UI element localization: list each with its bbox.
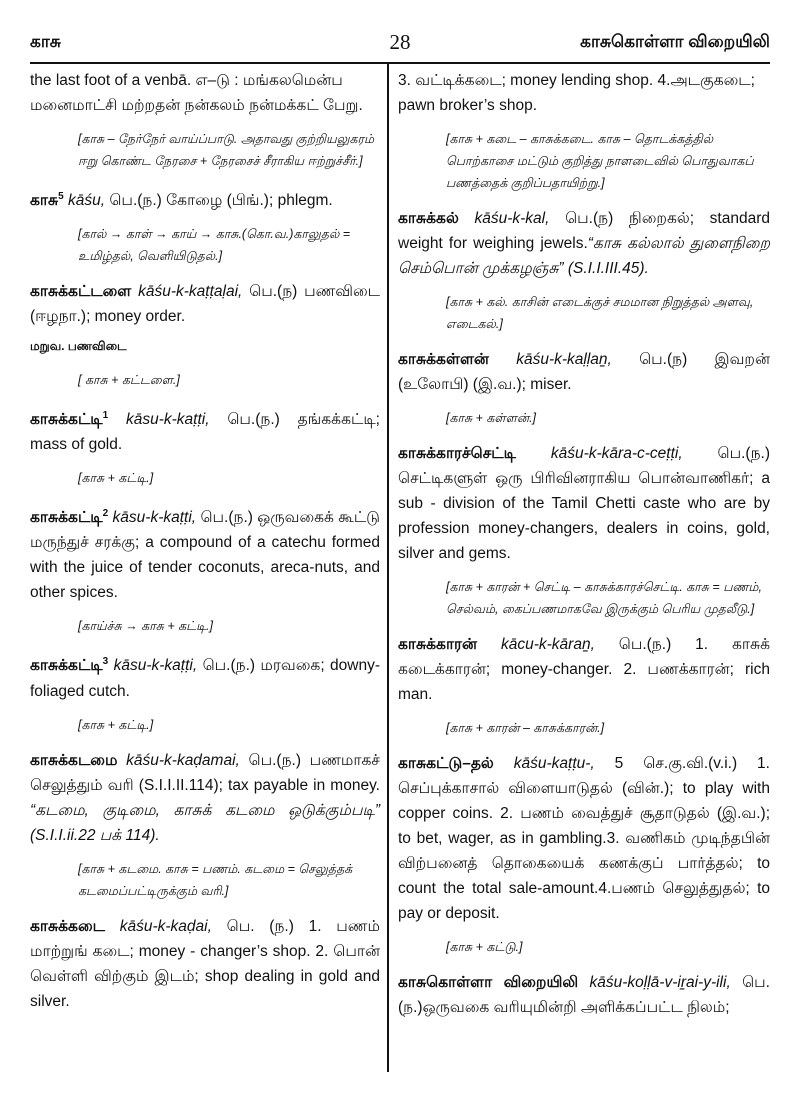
dictionary-entry xyxy=(30,403,380,457)
definition: பெ.(ந.)ஒருவகை வரியுமின்றி அளிக்கப்பட்ட நிலம்; xyxy=(398,974,770,1016)
transliteration: kāsu-k-kaṭṭi, xyxy=(125,411,210,429)
transliteration: kāśu-kaṭṭu-, xyxy=(513,755,595,772)
definition: பெ.(ந.) செட்டிகளுள் ஒரு பிரிவினராகிய பொன்வாணிகர்; a sub - division of the Tamil Chetti caste who are by profession money-changers, dealers in coins, gold, silver and gems. xyxy=(398,445,770,562)
left-column xyxy=(30,68,380,1024)
headword: காசுக்கட்டி xyxy=(30,411,103,429)
definition: பெ.(ந) பணவிடை (ஈழநா.); money order. xyxy=(30,283,380,326)
headword: காசுகட்டு–தல் xyxy=(398,755,494,772)
homonym-number: 3 xyxy=(102,656,109,668)
transliteration: kāśu-k-kaṭṭaḷai, xyxy=(138,283,243,301)
transliteration: kāśu-k-kaḍamai, xyxy=(126,751,240,769)
right-column xyxy=(398,68,770,1030)
dictionary-entry xyxy=(398,751,770,926)
transliteration: kāsu-k-kaṭṭi, xyxy=(112,509,197,527)
headword: காசுக்கட்டி xyxy=(30,509,103,527)
headword: காசுக்கட்டி xyxy=(30,657,103,675)
homonym-number: 2 xyxy=(102,508,109,520)
definition: பெ. (ந.) 1. பணம் மாற்றுங் கடை; money - changer’s shop. 2. பொன் வெள்ளி விற்கும் இடம்; shop dealing in gold and silver. xyxy=(30,917,380,1010)
synonym-note: மறுவ. பணவிடை xyxy=(30,339,127,354)
etymology-note: [காசு + கட்டி.] xyxy=(78,717,154,732)
page-number: 28 xyxy=(389,30,411,54)
transliteration: kācu-k-kāraṉ, xyxy=(500,636,595,653)
dictionary-entry xyxy=(30,649,380,703)
headword: காசுக்கள்ளன் xyxy=(398,351,489,368)
definition: 5 செ.கு.வி.(v.i.) 1. செப்புக்காசால் விளையாடுதல் (வின்.); to play with copper coins. 2. பணம் வைத்துச் சூதாடுதல் (இ.வ.); to bet, wager, as in gambling.3. வணிகம் முடிந்தபின் விற்பனைத் தொகையைக் கணக்குப் பார்த்தல்; to count the total sale-amount.4.பணம் செலுத்துதல்; to pay or deposit. xyxy=(398,755,770,922)
transliteration: kāśu-koḷḷā-v-iṟai-y-ili, xyxy=(589,974,731,991)
dictionary-entry xyxy=(30,501,380,605)
header-right-guideword: காசுகொள்ளா விறையிலி xyxy=(580,32,770,51)
definition: பெ.(ந.) பணமாகச் செலுத்தும் வரி (S.I.I.II.114); tax payable in money. xyxy=(30,751,381,794)
etymology-note: [கால் → காள் → காய் → காசு.(கொ.வ.)காலுதல் = உமிழ்தல், வெளியிடுதல்.] xyxy=(78,227,351,264)
dictionary-entry xyxy=(30,184,380,213)
continued-text: 3. வட்டிக்கடை; money lending shop. 4.அடகுகடை; pawn broker’s shop. xyxy=(398,72,755,114)
continued-text: the last foot of a venbā. எ–டு : மங்கலமென்ப மனைமாட்சி மற்றதன் நன்கலம் நன்மக்கட் பேறு. xyxy=(30,72,363,114)
citation-quote: “கடமை, குடிமை, காசுக் கடமை ஒடுக்கும்படி” (S.I.I.ii.22 பக் 114). xyxy=(30,801,380,844)
definition: பெ.(ந.) ஒருவகைக் கூட்டு மருந்துச் சரக்கு; a compound of a catechu formed with the juice of tender coconuts, areca-nuts, and other spices. xyxy=(30,509,380,602)
transliteration: kāśu-k-kāra-c-ceṭṭi, xyxy=(550,445,683,462)
definition: பெ.(ந.) 1. காசுக் கடைக்காரன்; money-changer. 2. பணக்காரன்; rich man. xyxy=(398,636,770,703)
dictionary-entry xyxy=(30,914,380,1014)
dictionary-entry xyxy=(398,970,770,1020)
dictionary-entry xyxy=(398,632,770,707)
etymology-note: [காசு + கடை – காசுக்கடை. காசு – தொடக்கத்தில் பொற்காசை மட்டும் குறித்து நாளடைவில் பொதுவாகப் பணத்தைக் குறிப்பதாயிற்று.] xyxy=(446,132,754,190)
definition: பெ.(ந) நிறைகல்; standard weight for weighing jewels. xyxy=(398,210,770,252)
etymology-note: [காசு – நேர்நேர் வாய்ப்பாடு. அதாவது குற்றியலுகரம் ஈறு கொண்ட நேரசை + நேரசைச் சீராகிய ஈற்றுச்சீர்.] xyxy=(78,132,375,168)
headword: காசுக்கல் xyxy=(398,210,459,227)
page-header xyxy=(30,30,770,60)
etymology-note: [காசு + கல். காசின் எடைக்குச் சமமான நிறுத்தல் அளவு, எடைகல்.] xyxy=(446,295,754,331)
headword: காசு xyxy=(30,192,59,210)
transliteration: kāśu-k-kaḍai, xyxy=(119,917,212,935)
headword: காசுகொள்ளா விறையிலி xyxy=(398,974,579,991)
etymology-note: [காசு + கட்டி.] xyxy=(78,471,154,486)
homonym-number: 1 xyxy=(102,410,109,422)
homonym-number: 5 xyxy=(58,191,64,202)
dictionary-entry xyxy=(398,206,770,281)
transliteration: kāśu, xyxy=(68,192,106,210)
headword: காசுக்காரச்செட்டி xyxy=(398,445,516,462)
definition: பெ.(ந.) கோழை (பிங்.); phlegm. xyxy=(105,192,333,210)
dictionary-entry xyxy=(30,748,380,848)
transliteration: kāśu-k-kaḷḷaṉ, xyxy=(516,351,612,368)
dictionary-entry xyxy=(398,347,770,397)
headword: காசுக்கடை xyxy=(30,917,105,935)
definition: பெ.(ந.) தங்கக்கட்டி; mass of gold. xyxy=(30,411,380,454)
dictionary-entry xyxy=(398,441,770,566)
definition: பெ.(ந) இவறன் (உலோபி) (இ.வ.); miser. xyxy=(398,351,770,393)
definition: பெ.(ந.) மரவகை; downy-foliaged cutch. xyxy=(30,657,380,700)
headword: காசுக்கடமை xyxy=(30,751,118,769)
citation-quote: “காசு கல்லால் துளைநிறை செம்பொன் முக்கழஞ்சு” (S.I.I.III.45). xyxy=(398,235,770,277)
etymology-note: [ காசு + கட்டளை.] xyxy=(78,373,180,388)
etymology-note: [காசு + காரன் + செட்டி – காசுக்காரச்செட்டி. காசு = பணம், செல்வம், கைப்பணமாகவே இருக்கும் பெரிய முதலீடு.] xyxy=(446,580,762,616)
header-left-guideword: காசு xyxy=(30,32,61,51)
etymology-note: [காசு + காரன் – காசுக்காரன்.] xyxy=(446,721,605,735)
column-divider xyxy=(387,62,389,1072)
transliteration: kāśu-k-kal, xyxy=(474,210,550,227)
transliteration: kāsu-k-kaṭṭi, xyxy=(113,657,198,675)
header-rule xyxy=(30,62,770,64)
headword: காசுக்கட்டளை xyxy=(30,283,132,301)
headword: காசுக்காரன் xyxy=(398,636,478,653)
etymology-note: [காய்ச்சு → காசு + கட்டி.] xyxy=(78,619,214,634)
dictionary-entry xyxy=(30,279,380,329)
etymology-note: [காசு + கட்டு.] xyxy=(446,940,523,954)
etymology-note: [காசு + கடமை. காசு = பணம். கடமை = செலுத்தக் கடமைப்பட்டிருக்கும் வரி.] xyxy=(78,861,353,898)
etymology-note: [காசு + கள்ளன்.] xyxy=(446,411,537,425)
